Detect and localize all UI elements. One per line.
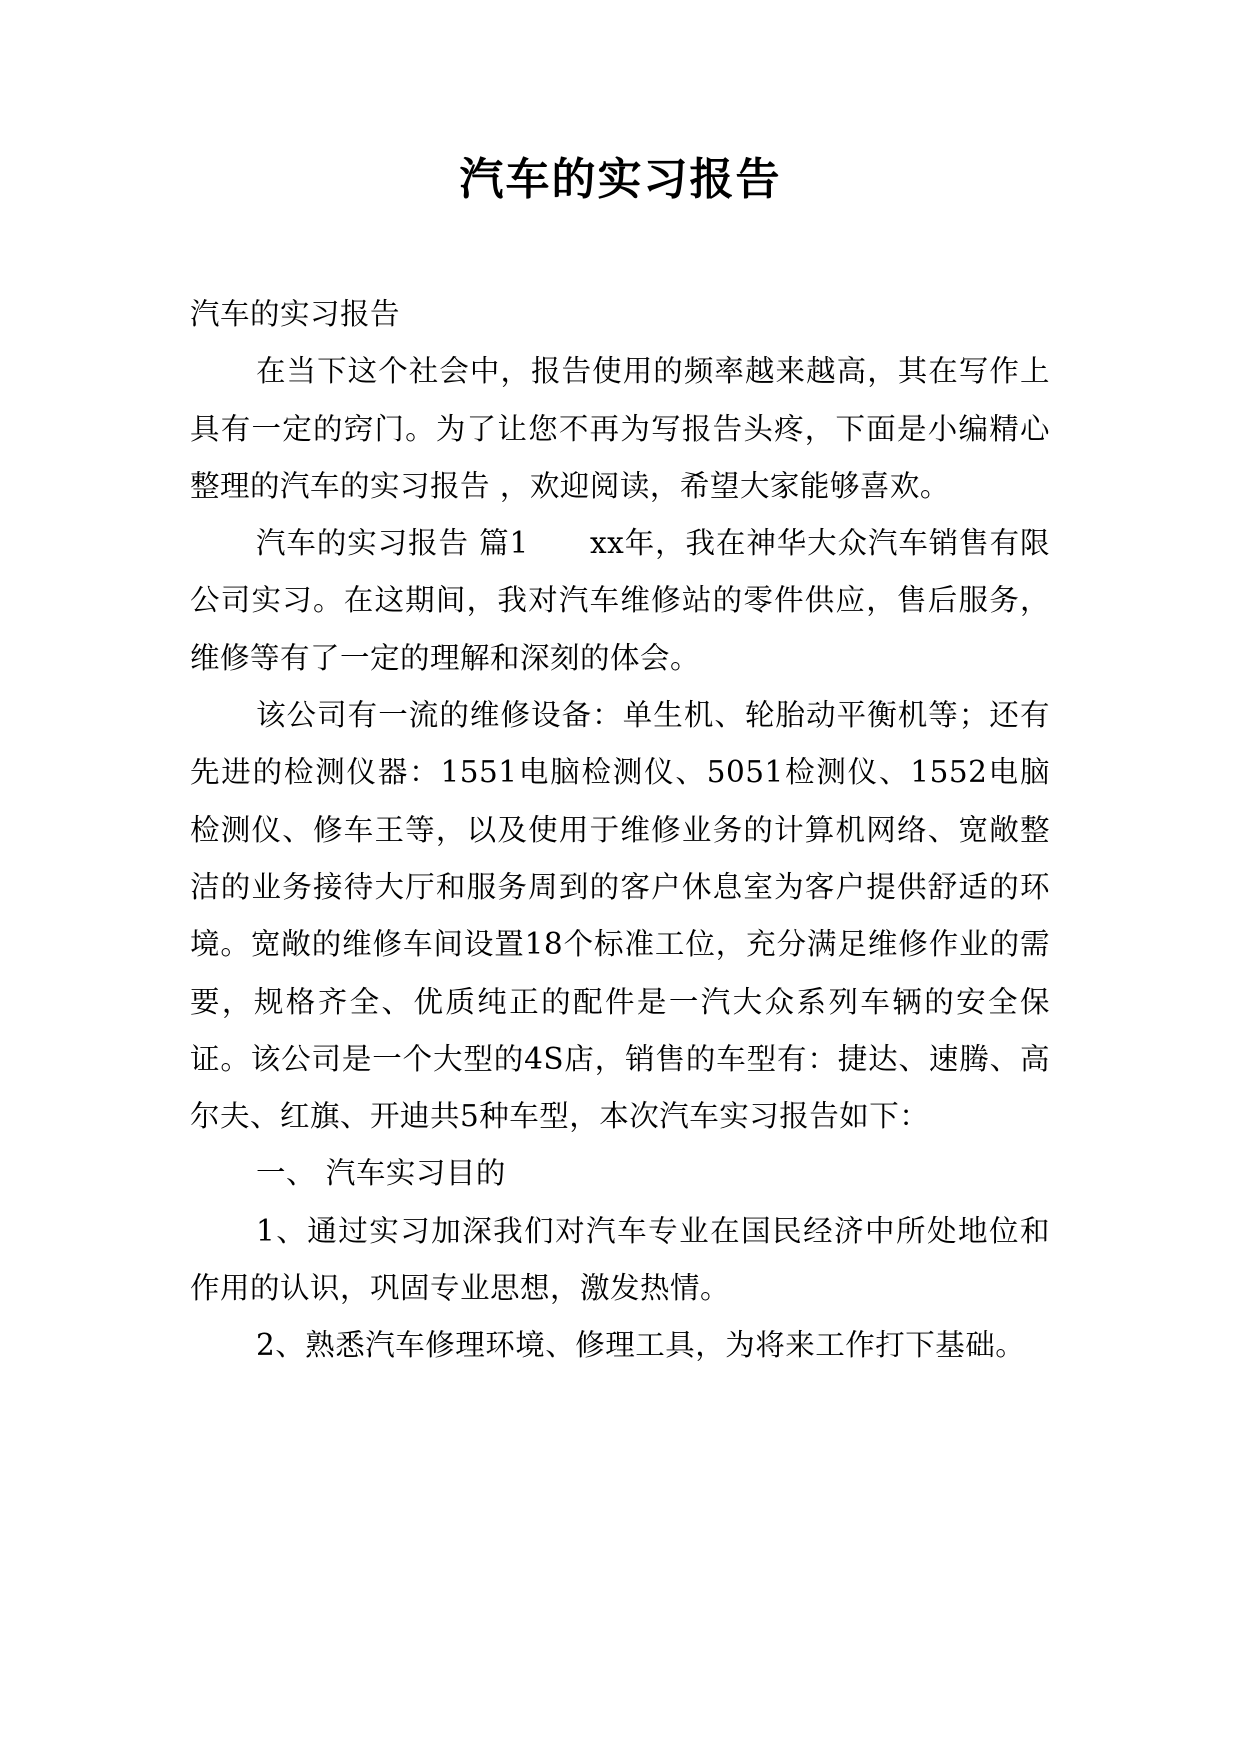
paragraph-section-1: 汽车的实习报告 篇1 xx年，我在神华大众汽车销售有限公司实习。在这期间，我对汽车维修站的零件供应，售后服务，维修等有了一定的理解和深刻的体会。 — [190, 526, 1050, 675]
document-body — [190, 286, 1050, 1375]
paragraph-purpose-2: 2、熟悉汽车修理环境、修理工具，为将来工作打下基础。 — [256, 1328, 1026, 1363]
paragraph-intro: 在当下这个社会中，报告使用的频率越来越高，其在写作上具有一定的窍门。为了让您不再为写报告头疼，下面是小编精心整理的汽车的实习报告 ，欢迎阅读，希望大家能够喜欢。 — [190, 354, 1050, 503]
paragraph-purpose-heading: 一、 汽车实习目的 — [256, 1156, 506, 1191]
paragraph-heading: 汽车的实习报告 — [190, 297, 401, 331]
document-title: 汽车的实习报告 — [459, 154, 782, 205]
paragraph-purpose-1: 1、通过实习加深我们对汽车专业在国民经济中所处地位和作用的认识，巩固专业思想，激发热情。 — [190, 1213, 1050, 1306]
paragraph-company: 该公司有一流的维修设备：单生机、轮胎动平衡机等；还有先进的检测仪器：1551电脑检测仪、5051检测仪、1552电脑检测仪、修车王等，以及使用于维修业务的计算机网络、宽敞整洁的业务接待大厅和服务周到的客户休息室为客户提供舒适的环境。宽敞的维修车间设置18个标准工位，充分满足维修作业的需要，规格齐全、优质纯正的配件是一汽大众系列车辆的安全保证。该公司是一个大型的4S店，销售的车型有：捷达、速腾、高尔夫、红旗、开迪共5种车型，本次汽车实习报告如下： — [190, 698, 1050, 1134]
